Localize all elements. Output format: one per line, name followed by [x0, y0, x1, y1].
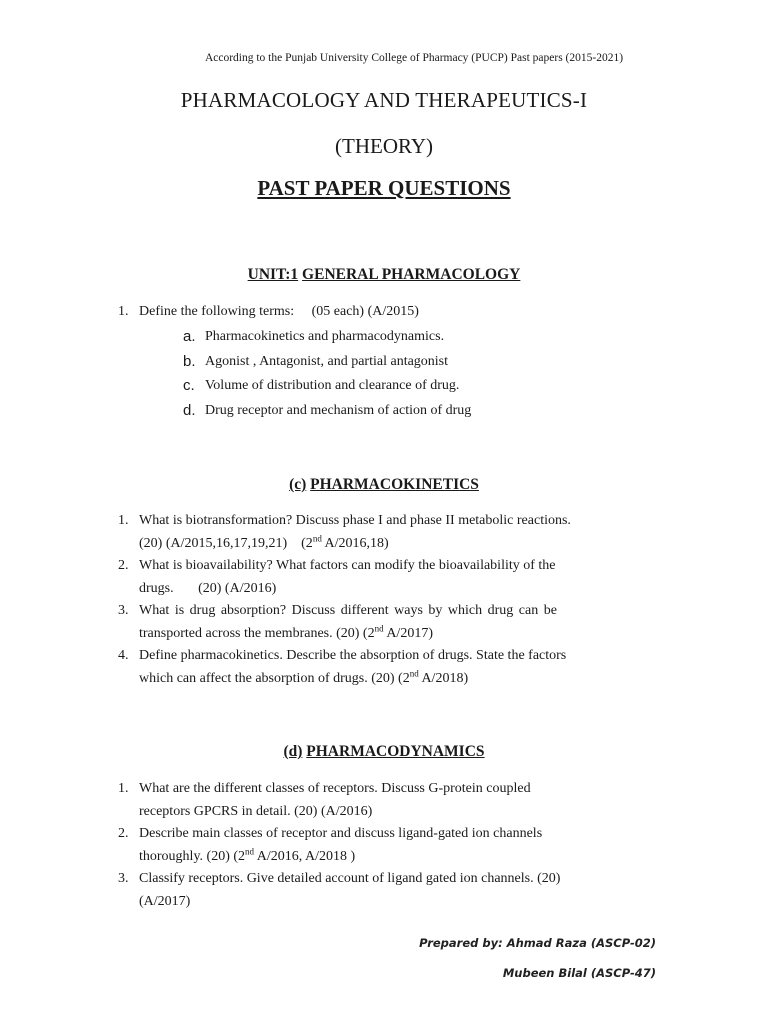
header-note: According to the Punjab University College of Pharmacy (PUCP) Past papers (2015-2021)	[204, 52, 624, 64]
question-line: What are the different classes of receptors. Discuss G-protein coupled	[139, 781, 531, 796]
question-line: Describe main classes of receptor and discuss ligand-gated ion channels	[139, 826, 543, 841]
unit1-heading	[0, 266, 768, 284]
unit1-subitem-list	[183, 325, 633, 423]
question-number: 1.	[118, 781, 129, 796]
subitem-letter: b.	[183, 352, 196, 370]
list-item	[118, 600, 658, 645]
subitem-letter: a.	[183, 328, 196, 345]
co-author: Mubeen Bilal (ASCP-47)	[502, 966, 656, 980]
question-line: What is drug absorption? Discuss different ways by which drug can be	[139, 603, 557, 618]
pharmacodynamics-question-list	[118, 778, 658, 913]
subitem-text: Agonist , Antagonist, and partial antagonist	[205, 353, 449, 369]
question-line: Define pharmacokinetics. Describe the absorption of drugs. State the factors	[139, 648, 567, 663]
question-number: 1.	[118, 304, 129, 319]
prepared-by: Prepared by: Ahmad Raza (ASCP-02)	[419, 936, 656, 950]
question-text: Define the following terms: (05 each) (A/2015)	[139, 304, 419, 319]
subitem-text: Drug receptor and mechanism of action of drug	[205, 402, 472, 418]
question-line: receptors GPCRS in detail. (20) (A/2016)	[139, 803, 373, 819]
question-line: drugs. (20) (A/2016)	[139, 580, 277, 596]
question-number: 4.	[118, 648, 129, 663]
question-line: What is bioavailability? What factors can modify the bioavailability of the	[139, 558, 556, 573]
subitem-text: Pharmacokinetics and pharmacodynamics.	[205, 329, 445, 344]
list-item	[118, 645, 658, 690]
subitem-letter: d.	[183, 401, 196, 419]
subitem-letter: c.	[183, 377, 195, 394]
list-item	[118, 823, 658, 868]
question-line: transported across the membranes. (20) (2nd A/2017)	[139, 622, 433, 641]
pharmacodynamics-heading	[0, 743, 768, 761]
question-number: 3.	[118, 871, 129, 886]
pharmacokinetics-heading	[0, 476, 768, 494]
pharmacokinetics-prefix: (c)	[289, 476, 307, 493]
question-line: which can affect the absorption of drugs. (20) (2nd A/2018)	[139, 667, 469, 686]
question-number: 2.	[118, 558, 129, 573]
list-item	[118, 510, 658, 555]
list-item	[183, 399, 633, 424]
pharmacodynamics-prefix: (d)	[283, 743, 303, 760]
list-item	[118, 555, 658, 600]
list-item	[183, 325, 633, 350]
question-line: thoroughly. (20) (2nd A/2016, A/2018 )	[139, 845, 356, 864]
question-number: 1.	[118, 513, 129, 528]
unit1-question-list	[118, 301, 658, 324]
question-number: 2.	[118, 826, 129, 841]
question-line: (A/2017)	[139, 893, 191, 909]
question-line: Classify receptors. Give detailed account of ligand gated ion channels. (20)	[139, 871, 561, 886]
question-line: What is biotransformation? Discuss phase I and phase II metabolic reactions.	[139, 513, 571, 528]
pharmacodynamics-title: PHARMACODYNAMICS	[306, 743, 485, 760]
course-type: (THEORY)	[335, 134, 433, 158]
course-title: PHARMACOLOGY AND THERAPEUTICS-I	[180, 88, 588, 112]
unit1-title: GENERAL PHARMACOLOGY	[302, 266, 521, 283]
subitem-text: Volume of distribution and clearance of drug.	[205, 378, 460, 393]
list-item	[118, 301, 658, 324]
pharmacokinetics-title: PHARMACOKINETICS	[310, 476, 479, 493]
list-item	[183, 350, 633, 375]
list-item	[183, 374, 633, 399]
list-item	[118, 778, 658, 823]
document-heading: PAST PAPER QUESTIONS	[257, 176, 511, 200]
question-line: (20) (A/2015,16,17,19,21) (2nd A/2016,18)	[139, 532, 389, 551]
unit1-prefix: UNIT:1	[247, 266, 299, 283]
question-number: 3.	[118, 603, 129, 618]
list-item	[118, 868, 658, 913]
pharmacokinetics-question-list	[118, 510, 658, 690]
